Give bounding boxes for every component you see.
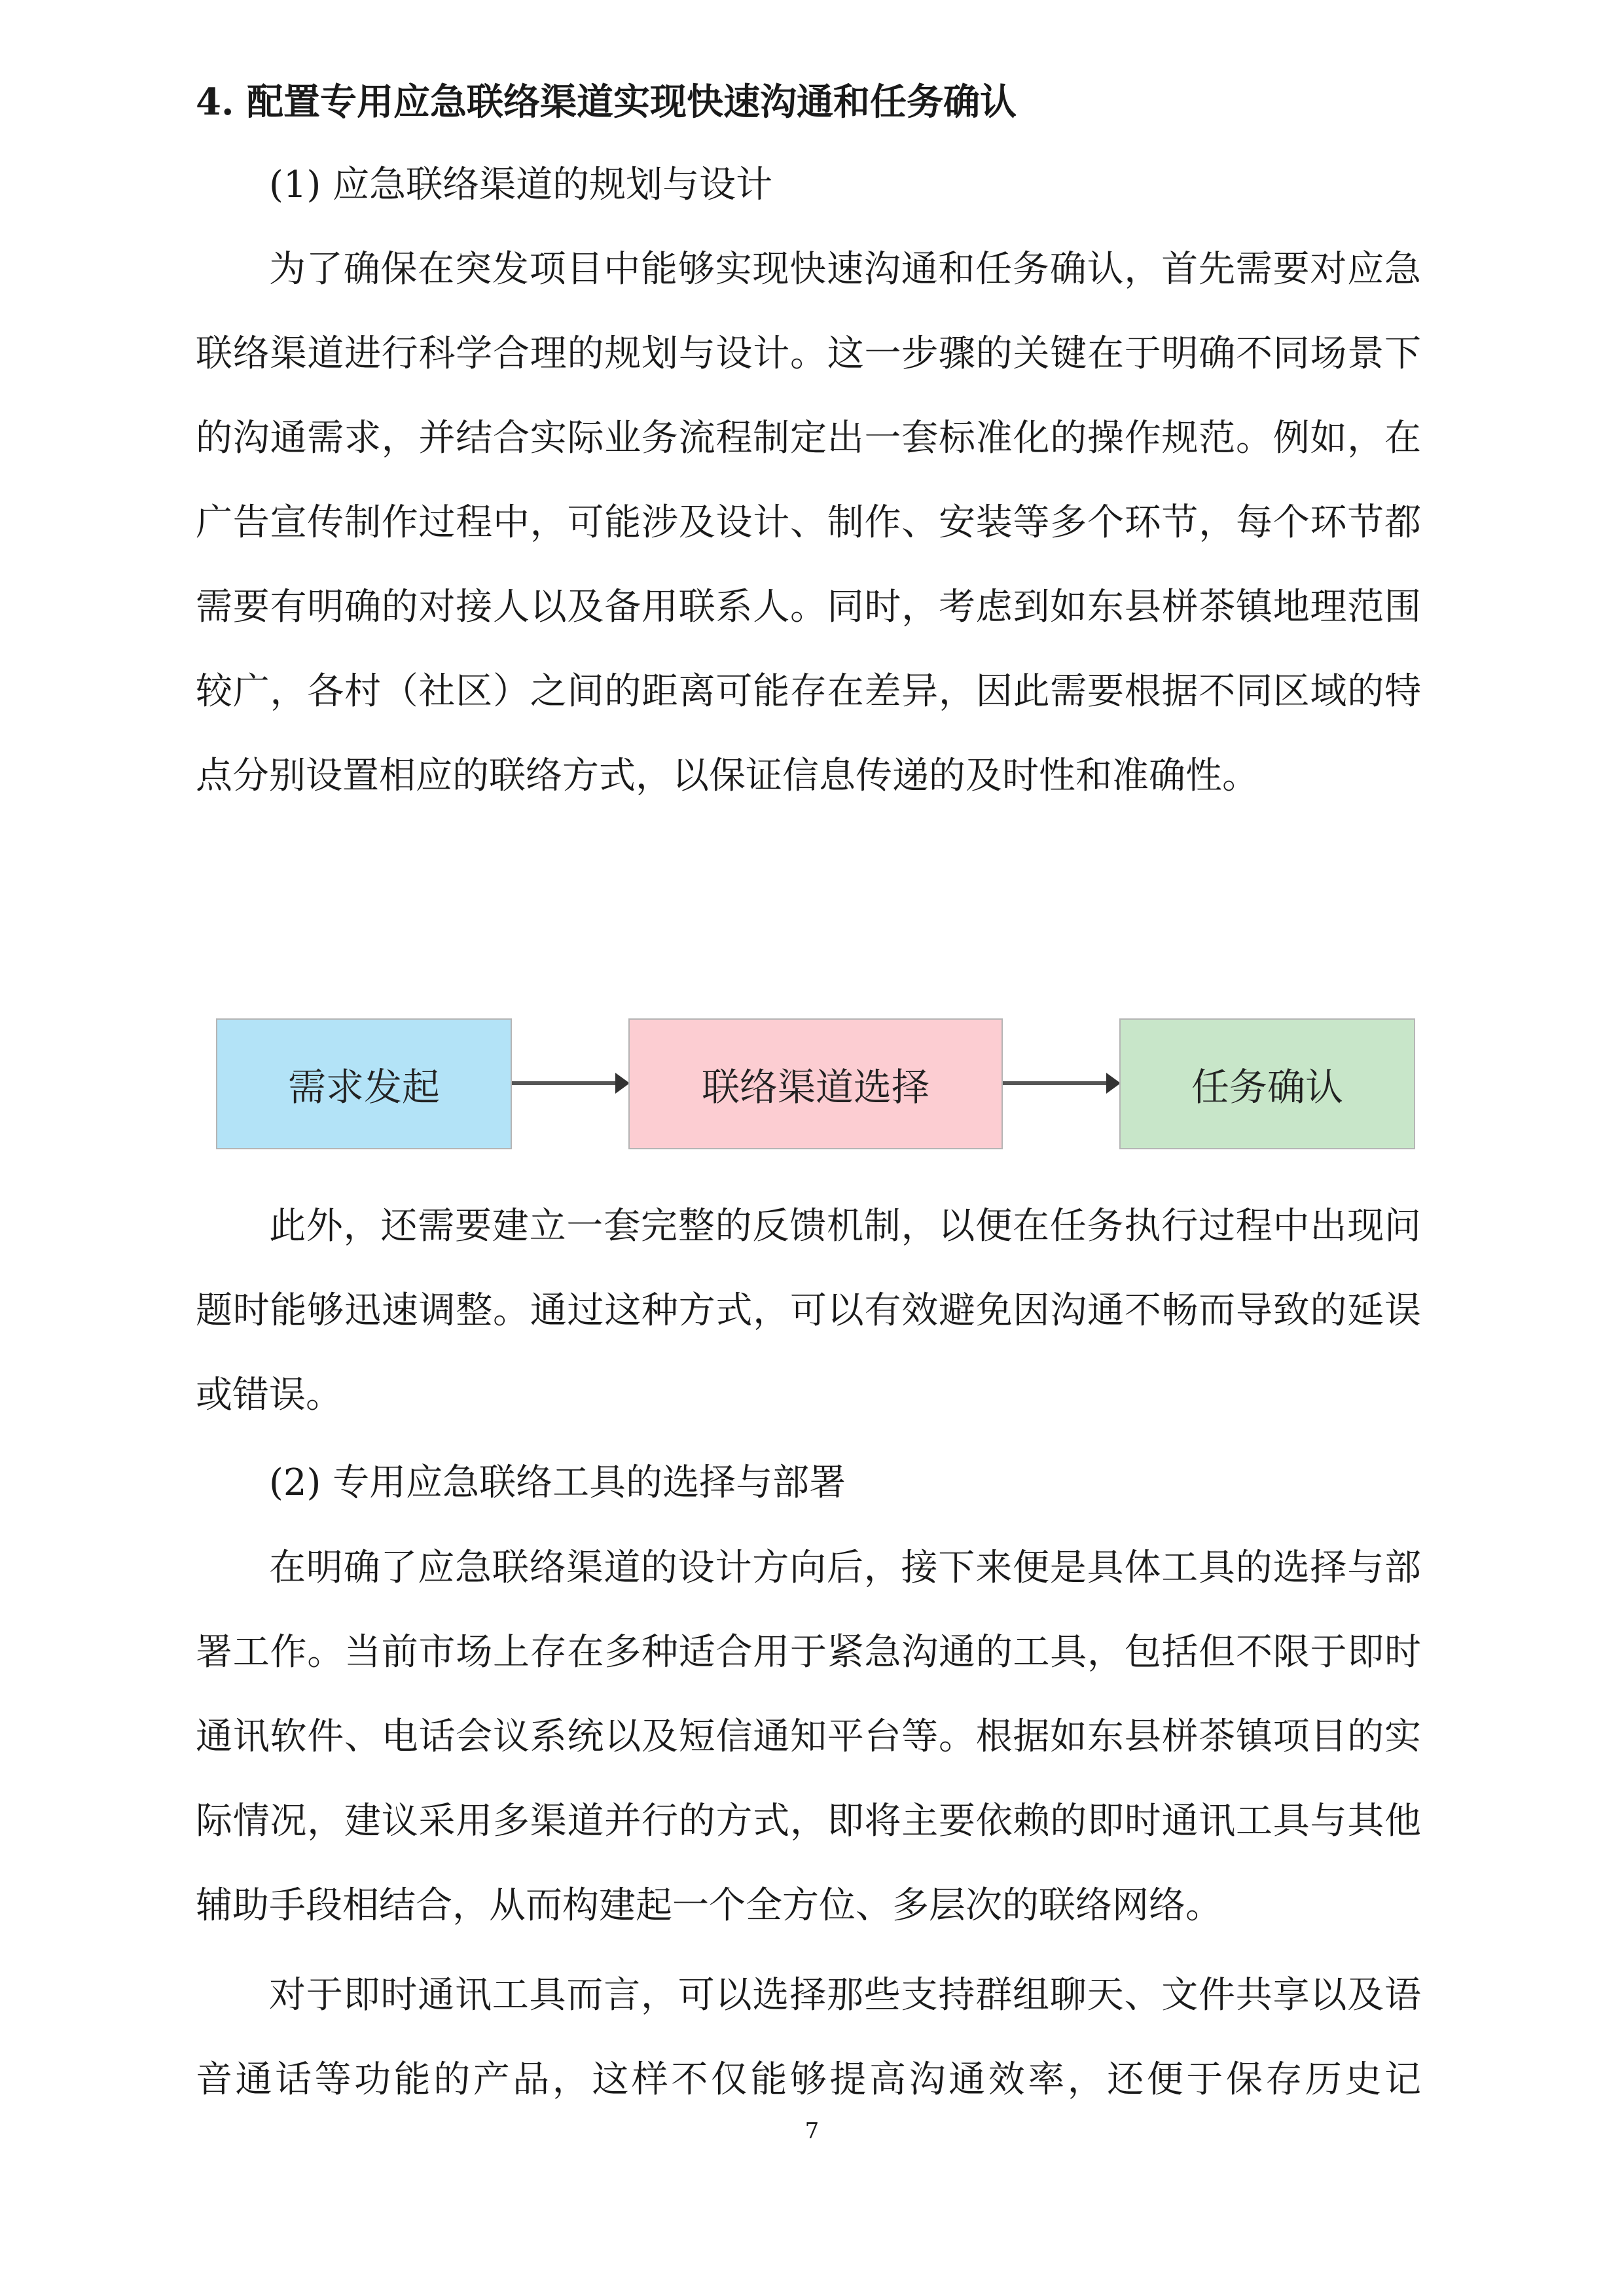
arrow-icon — [512, 1081, 627, 1085]
flow-step-demand: 需求发起 — [216, 1018, 512, 1149]
paragraph-4: 对于即时通讯工具而言，可以选择那些支持群组聊天、文件共享以及语音通话等功能的产品，这样不仅能够提高沟通效率，还便于保存历史记 — [196, 1974, 1421, 2101]
page-number: 7 — [804, 2118, 820, 2144]
section-title: 4. 配置专用应急联络渠道实现快速沟通和任务确认 — [196, 81, 1017, 124]
flow-step-confirm: 任务确认 — [1119, 1018, 1415, 1149]
arrow-icon — [1003, 1081, 1118, 1085]
flow-step-channel: 联络渠道选择 — [628, 1018, 1003, 1149]
paragraph-3: 在明确了应急联络渠道的设计方向后，接下来便是具体工具的选择与部署工作。当前市场上存在多种适合用于紧急沟通的工具，包括但不限于即时通讯软件、电话会议系统以及短信通知平台等。根据如东县栟茶镇项目的实际情况，建议采用多渠道并行的方式，即将主要依赖的即时通讯工具与其他辅助手段相结合，从而构建起一个全方位、多层次的联络网络。 — [196, 1547, 1421, 1927]
paragraph-2: 此外，还需要建立一套完整的反馈机制，以便在任务执行过程中出现问题时能够迅速调整。通过这种方式，可以有效避免因沟通不畅而导致的延误或错误。 — [196, 1205, 1421, 1416]
subsection-heading-2: (2) 专用应急联络工具的选择与部署 — [269, 1462, 846, 1504]
paragraph-1: 为了确保在突发项目中能够实现快速沟通和任务确认，首先需要对应急联络渠道进行科学合理的规划与设计。这一步骤的关键在于明确不同场景下的沟通需求，并结合实际业务流程制定出一套标准化的操作规范。例如，在广告宣传制作过程中，可能涉及设计、制作、安装等多个环节，每个环节都需要有明确的对接人以及备用联系人。同时，考虑到如东县栟茶镇地理范围较广，各村（社区）之间的距离可能存在差异，因此需要根据不同区域的特点分别设置相应的联络方式，以保证信息传递的及时性和准确性。 — [196, 248, 1421, 797]
subsection-heading-1: (1) 应急联络渠道的规划与设计 — [269, 164, 773, 206]
